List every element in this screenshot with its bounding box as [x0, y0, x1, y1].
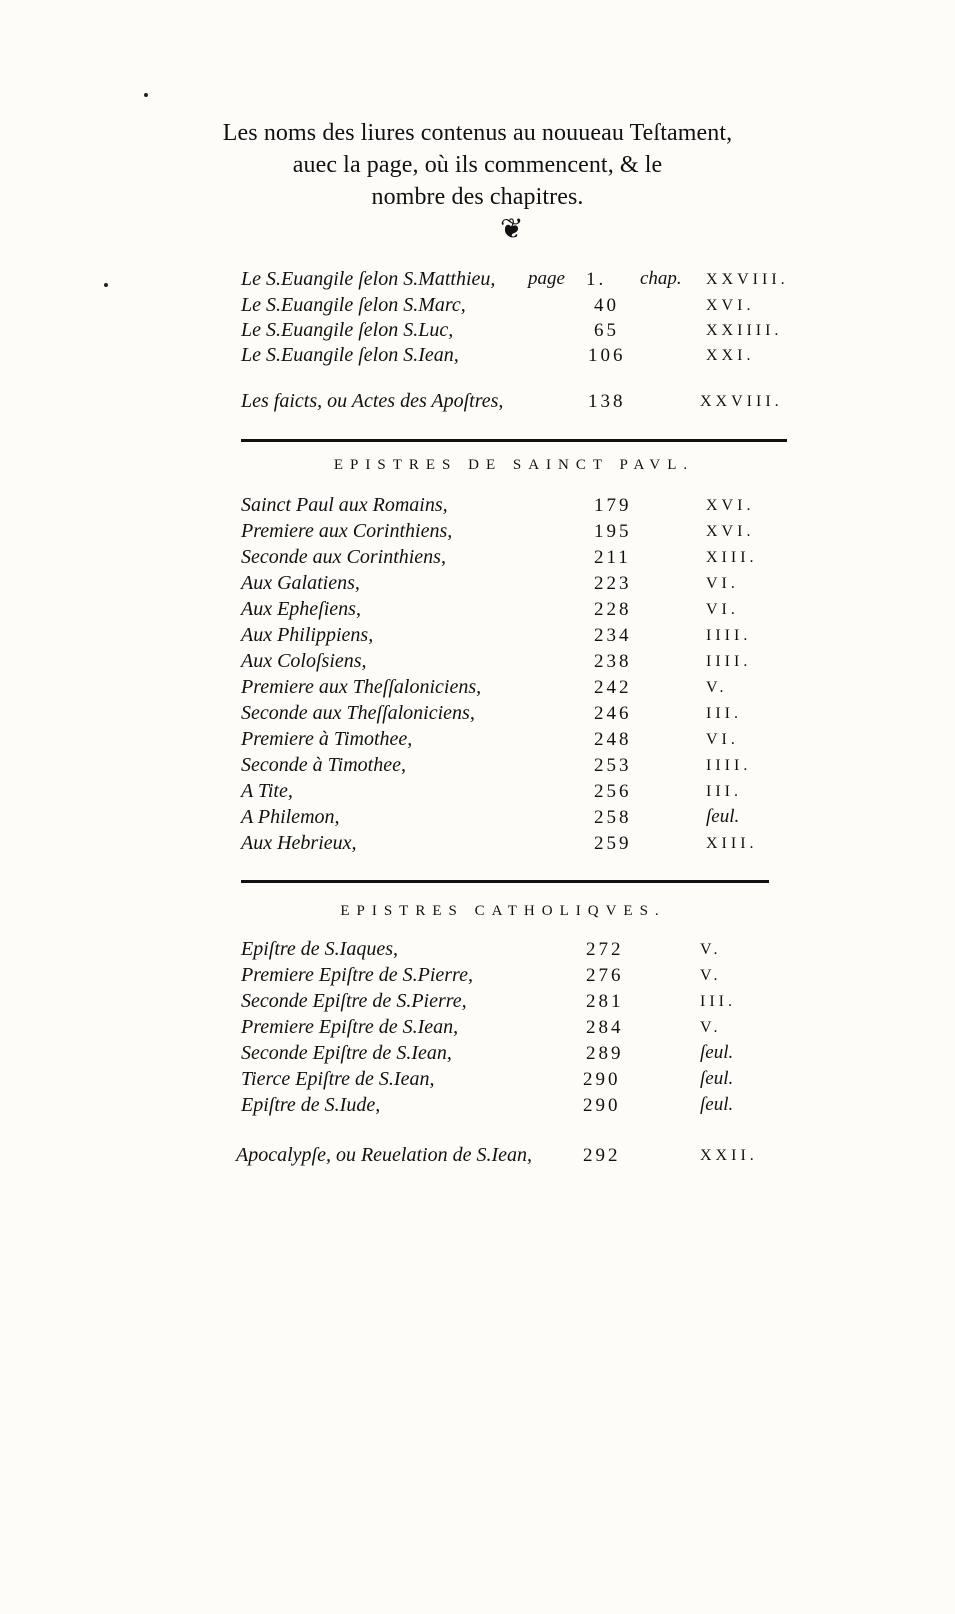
book-name: Le S.Euangile ſelon S.Matthieu, — [241, 268, 496, 290]
book-name: Le S.Euangile ſelon S.Marc, — [241, 294, 466, 316]
page-number: 246 — [594, 703, 632, 724]
epistle-row — [0, 598, 955, 624]
page-number: 234 — [594, 625, 632, 646]
chapter-count: XXVIII. — [700, 393, 783, 410]
book-name: Seconde à Timothee, — [241, 754, 406, 776]
gospel-row — [0, 319, 955, 345]
section-rule — [241, 880, 769, 883]
book-name: Tierce Epiſtre de S.Iean, — [241, 1068, 435, 1090]
page-number: 65 — [594, 320, 619, 341]
page-number: 242 — [594, 677, 632, 698]
page-number: 40 — [594, 295, 619, 316]
chapter-count: III. — [700, 993, 736, 1010]
book-name: Le S.Euangile ſelon S.Luc, — [241, 319, 454, 341]
epistle-row — [0, 1068, 955, 1094]
chapter-count: XVI. — [706, 523, 755, 540]
book-name: Aux Philippiens, — [241, 624, 374, 646]
ink-speck — [144, 93, 148, 97]
title-line-3: nombre des chapitres. — [371, 184, 584, 210]
page-number: 258 — [594, 807, 632, 828]
page-number: 289 — [586, 1043, 624, 1064]
page-number: 195 — [594, 521, 632, 542]
epistle-row — [0, 702, 955, 728]
page-number: 238 — [594, 651, 632, 672]
page-number: 272 — [586, 939, 624, 960]
book-name: Aux Coloſsiens, — [241, 650, 367, 672]
epistle-row — [0, 572, 955, 598]
book-name: Aux Epheſiens, — [241, 598, 361, 620]
chapter-count: III. — [706, 705, 742, 722]
book-name: Premiere à Timothee, — [241, 728, 413, 750]
epistle-row — [0, 1016, 955, 1042]
chapter-count: XIII. — [706, 835, 758, 852]
epistle-row — [0, 780, 955, 806]
page-number: 256 — [594, 781, 632, 802]
epistle-row — [0, 676, 955, 702]
epistle-row — [0, 520, 955, 546]
epistle-row — [0, 1042, 955, 1068]
fleuron-icon: ❦ — [500, 214, 524, 245]
chapter-count: VI. — [706, 575, 739, 592]
book-name: Sainct Paul aux Romains, — [241, 494, 448, 516]
page-number: 253 — [594, 755, 632, 776]
epistle-row — [0, 494, 955, 520]
book-name: A Philemon, — [241, 806, 340, 828]
book-name: Les faicts, ou Actes des Apoſtres, — [241, 390, 504, 412]
book-name: Apocalypſe, ou Reuelation de S.Iean, — [236, 1144, 533, 1166]
chap-label: chap. — [640, 268, 682, 289]
book-name: Aux Galatiens, — [241, 572, 360, 594]
book-name: Seconde Epiſtre de S.Iean, — [241, 1042, 452, 1064]
book-name: Epiſtre de S.Iude, — [241, 1094, 381, 1116]
epistle-row — [0, 990, 955, 1016]
chapter-count: XXI. — [706, 347, 755, 364]
epistle-row — [0, 938, 955, 964]
section-heading-paul: EPISTRES DE SAINCT PAVL. — [333, 457, 695, 473]
epistle-row — [0, 1094, 955, 1120]
apocalypse-row — [0, 1144, 955, 1170]
chapter-count: IIII. — [706, 757, 752, 774]
page-number: 259 — [594, 833, 632, 854]
gospel-row — [0, 344, 955, 370]
epistle-row — [0, 806, 955, 832]
book-name: Epiſtre de S.Iaques, — [241, 938, 399, 960]
chapter-count: ſeul. — [706, 806, 740, 827]
page-number: 292 — [583, 1145, 621, 1166]
book-name: A Tite, — [241, 780, 293, 802]
chapter-count: IIII. — [706, 653, 752, 670]
chapter-count: VI. — [706, 731, 739, 748]
chapter-count: V. — [700, 941, 722, 958]
page-number: 179 — [594, 495, 632, 516]
page-number: 223 — [594, 573, 632, 594]
chapter-count: IIII. — [706, 627, 752, 644]
chapter-count: V. — [700, 1019, 722, 1036]
chapter-count: XVI. — [706, 297, 755, 314]
gospel-row — [0, 268, 955, 294]
chapter-count: V. — [700, 967, 722, 984]
book-name: Premiere aux Corinthiens, — [241, 520, 453, 542]
page-number: 106 — [588, 345, 626, 366]
book-name: Premiere aux Theſſaloniciens, — [241, 676, 482, 698]
chapter-count: V. — [706, 679, 728, 696]
epistle-row — [0, 832, 955, 858]
page-number: 211 — [594, 547, 631, 568]
chapter-count: XIII. — [706, 549, 758, 566]
title-line-2: auec la page, où ils commencent, & le — [292, 152, 663, 178]
chapter-count: ſeul. — [700, 1094, 734, 1115]
epistle-row — [0, 728, 955, 754]
book-name: Seconde aux Theſſaloniciens, — [241, 702, 475, 724]
book-name: Seconde aux Corinthiens, — [241, 546, 446, 568]
book-name: Seconde Epiſtre de S.Pierre, — [241, 990, 467, 1012]
epistle-row — [0, 624, 955, 650]
epistle-row — [0, 754, 955, 780]
gospel-row — [0, 294, 955, 320]
acts-row — [0, 390, 955, 416]
page-number: 248 — [594, 729, 632, 750]
chapter-count: XVI. — [706, 497, 755, 514]
section-rule — [241, 439, 787, 442]
page-number: 290 — [583, 1095, 621, 1116]
page-number: 228 — [594, 599, 632, 620]
epistle-row — [0, 964, 955, 990]
book-name: Premiere Epiſtre de S.Iean, — [241, 1016, 459, 1038]
section-heading-catholic: EPISTRES CATHOLIQVES. — [340, 903, 666, 919]
chapter-count: VI. — [706, 601, 739, 618]
page-label: page — [528, 268, 565, 289]
chapter-count: XXII. — [700, 1147, 758, 1164]
book-name: Aux Hebrieux, — [241, 832, 357, 854]
title-line-1: Les noms des liures contenus au nouueau Teſtament, — [222, 120, 733, 146]
page-number: 138 — [588, 391, 626, 412]
epistle-row — [0, 650, 955, 676]
chapter-count: ſeul. — [700, 1042, 734, 1063]
page-number: 290 — [583, 1069, 621, 1090]
chapter-count: XXIIII. — [706, 322, 783, 339]
chapter-count: III. — [706, 783, 742, 800]
book-name: Premiere Epiſtre de S.Pierre, — [241, 964, 473, 986]
book-name: Le S.Euangile ſelon S.Iean, — [241, 344, 459, 366]
page-number: 1. — [586, 269, 607, 290]
chapter-count: ſeul. — [700, 1068, 734, 1089]
page-number: 276 — [586, 965, 624, 986]
page-number: 284 — [586, 1017, 624, 1038]
page-number: 281 — [586, 991, 624, 1012]
epistle-row — [0, 546, 955, 572]
chapter-count: XXVIII. — [706, 271, 789, 288]
